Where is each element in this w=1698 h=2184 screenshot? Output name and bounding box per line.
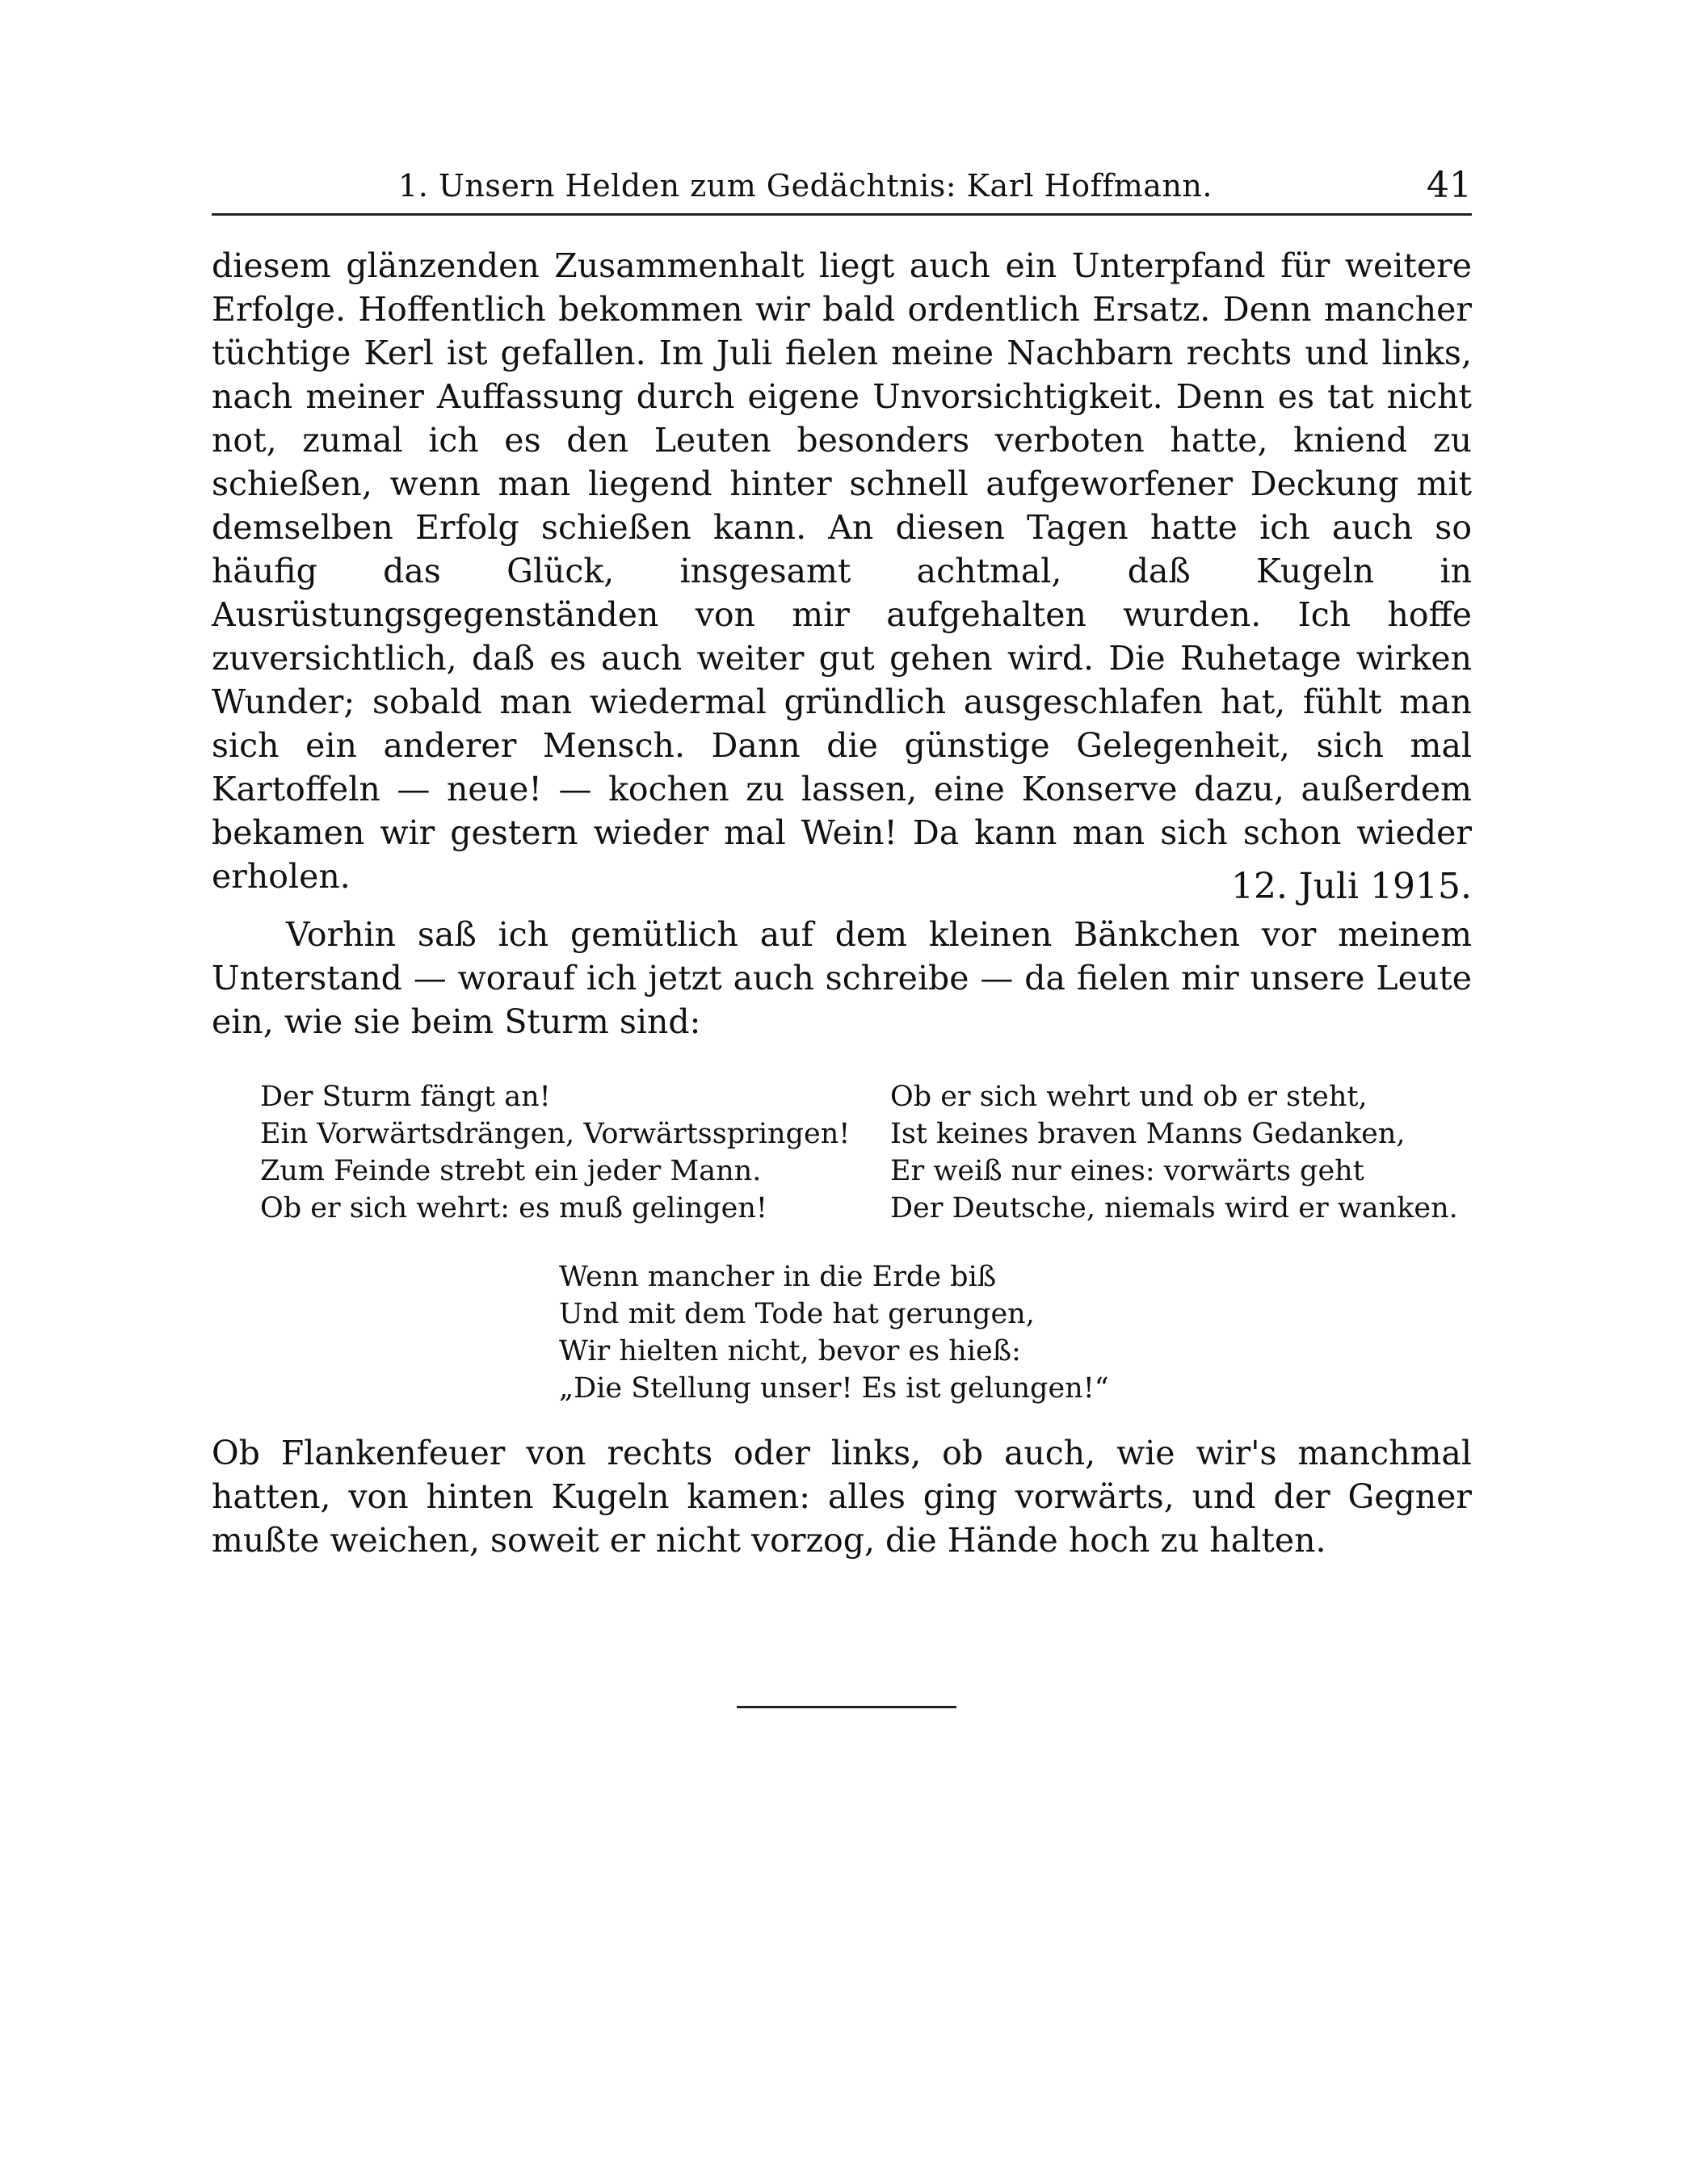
verse-line: Der Deutsche, niemals wird er wanken. — [890, 1192, 1458, 1224]
paragraph-intro-poem: Vorhin saß ich gemütlich auf dem kleinen Bänkchen vor meinem Unterstand — worauf ich jetzt auch schreibe — da fielen mir unsere Leute ein, wie sie beim Sturm sind: — [212, 915, 1472, 1041]
verse-line: Wenn mancher in die Erde biß — [559, 1261, 997, 1293]
verse-line: Ob er sich wehrt und ob er steht, — [890, 1081, 1368, 1113]
running-title: 1. Unsern Helden zum Gedächtnis: Karl Hoffmann. — [398, 168, 1213, 204]
verse-line: Ein Vorwärtsdrängen, Vorwärtsspringen! — [260, 1118, 851, 1150]
verse-line: Der Sturm fängt an! — [260, 1081, 551, 1113]
section-end-rule — [737, 1706, 956, 1708]
poem-stanza-center — [559, 1258, 1109, 1407]
verse-line: Wir hielten nicht, bevor es hieß: — [559, 1335, 1021, 1367]
verse-line: Und mit dem Tode hat gerungen, — [559, 1298, 1035, 1330]
verse-line: Ob er sich wehrt: es muß gelingen! — [260, 1192, 767, 1224]
verse-line: „Die Stellung unser! Es ist gelungen!“ — [559, 1372, 1109, 1405]
verse-line: Ist keines braven Manns Gedanken, — [890, 1118, 1406, 1150]
paragraph-continuation: diesem glänzenden Zusammenhalt liegt auch ein Unterpfand für weitere Erfolge. Hoffentlich bekommen wir bald ordentlich Ersatz. Denn mancher tüchtige Kerl ist gefallen. Im Juli fielen meine Nachbarn rechts und links, nach meiner Auffassung durch eigene Unvorsichtigkeit. Denn es tat nicht not, zumal ich es den Leuten besonders verboten hatte, kniend zu schießen, wenn man liegend hinter schnell aufgeworfener Deckung mit demselben Erfolg schießen kann. An diesen Tagen hatte ich auch so häufig das Glück, insgesamt achtmal, daß Kugeln in Ausrüstungsgegenständen von mir aufgehalten wurden. Ich hoffe zuversichtlich, daß es auch weiter gut gehen wird. Die Ruhetage wirken Wunder; sobald man wiedermal gründlich ausgeschlafen hat, fühlt man sich ein anderer Mensch. Dann die günstige Gelegenheit, sich mal Kartoffeln — neue! — kochen zu lassen, eine Konserve dazu, außerdem bekamen wir gestern wieder mal Wein! Da kann man sich schon wieder erholen. — [212, 246, 1472, 896]
verse-line: Zum Feinde strebt ein jeder Mann. — [260, 1155, 762, 1187]
page-number: 41 — [1427, 165, 1472, 206]
entry-date: 12. Juli 1915. — [1230, 866, 1472, 907]
paragraph-closing: Ob Flankenfeuer von rechts oder links, ob auch, wie wir's manchmal hatten, von hinten Kugeln kamen: alles ging vorwärts, und der Gegner mußte weichen, soweit er nicht vorzog, die Hände hoch zu halten. — [212, 1434, 1472, 1560]
verse-line: Er weiß nur eines: vorwärts geht — [890, 1155, 1364, 1187]
poem-stanza-right — [890, 1078, 1458, 1227]
poem-stanza-left — [260, 1078, 850, 1227]
running-header — [212, 162, 1472, 216]
